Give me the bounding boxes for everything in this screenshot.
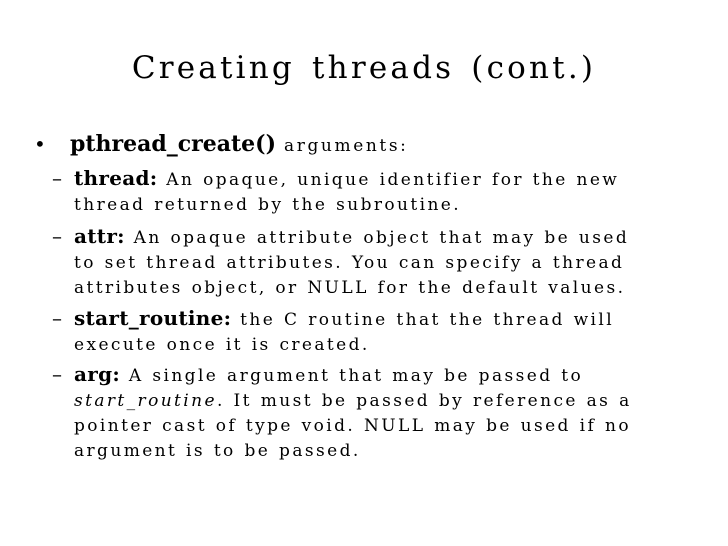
sub-item-line: execute once it is created. — [74, 335, 370, 355]
sub-item-line: pointer cast of type void. NULL may be used if no — [74, 416, 631, 436]
code-term: start_routine — [74, 391, 217, 411]
slide-title: Creating threads (cont.) — [131, 50, 597, 86]
sub-item-text: . It must be passed by reference as a — [216, 391, 632, 411]
sub-item-keyword: thread: — [74, 166, 158, 190]
main-bullet — [34, 130, 409, 160]
sub-item-arg — [52, 362, 714, 464]
sub-item-line — [74, 389, 714, 414]
sub-item-keyword: arg: — [74, 362, 121, 386]
sub-item-keyword: start_routine: — [74, 306, 232, 330]
sub-item-text: A single argument that may be passed to — [120, 366, 584, 386]
sub-item-thread — [52, 166, 714, 218]
dash-icon: – — [52, 166, 62, 190]
sub-item-first-line — [52, 362, 714, 389]
sub-item-start-routine — [52, 306, 714, 358]
sub-item-keyword: attr: — [74, 224, 125, 248]
dash-icon: – — [52, 362, 62, 386]
sub-item-first-line — [52, 166, 714, 193]
sub-item-text: the C routine that the thread will — [231, 310, 615, 330]
bullet-text: arguments: — [275, 136, 409, 156]
sub-item-text: An opaque, unique identifier for the new — [157, 170, 620, 190]
sub-item-line: thread returned by the subroutine. — [74, 195, 462, 215]
bullet-icon: • — [34, 132, 46, 156]
bullet-keyword: pthread_create() — [70, 131, 276, 157]
sub-item-first-line — [52, 224, 714, 251]
sub-item-line: attributes object, or NULL for the default values. — [74, 278, 626, 298]
sub-item-line: argument is to be passed. — [74, 441, 361, 461]
dash-icon: – — [52, 306, 62, 330]
sub-item-line: to set thread attributes. You can specify a thread — [74, 253, 625, 273]
sub-item-first-line — [52, 306, 714, 333]
sub-item-attr — [52, 224, 714, 301]
dash-icon: – — [52, 224, 62, 248]
sub-item-text: An opaque attribute object that may be used — [124, 228, 630, 248]
